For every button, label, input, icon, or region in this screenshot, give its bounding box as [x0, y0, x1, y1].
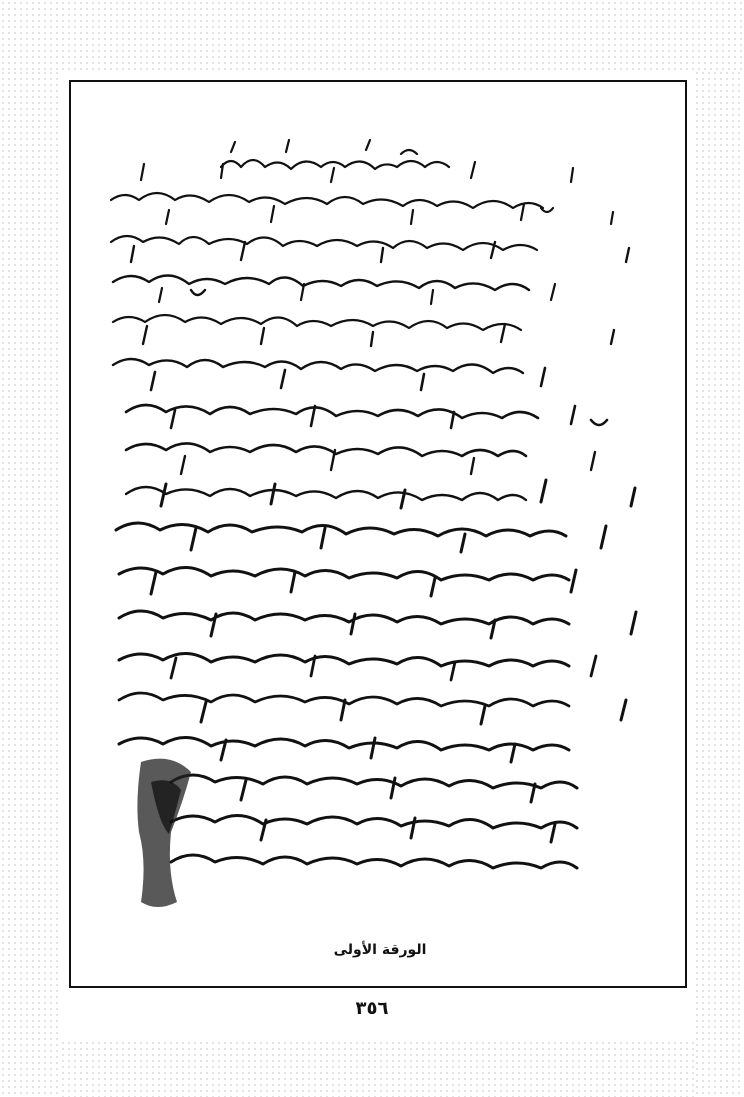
- manuscript-line-15: [119, 700, 626, 750]
- manuscript-line-16: [171, 738, 577, 788]
- manuscript-line-9: [126, 450, 595, 500]
- manuscript-line-4: [113, 242, 629, 295]
- scan-noise-left: [0, 70, 60, 1097]
- manuscript-line-1: [221, 140, 449, 169]
- manuscript-line-5: [113, 284, 555, 330]
- page-number: ٣٥٦: [355, 998, 389, 1019]
- folio-caption: الورقة الأولى: [333, 942, 427, 958]
- manuscript-line-7: [126, 368, 607, 425]
- manuscript-line-17: [171, 778, 577, 828]
- manuscript-line-6: [113, 324, 614, 373]
- manuscript-line-2: [111, 162, 573, 212]
- scan-noise-right: [694, 70, 744, 1097]
- manuscript-line-3: [111, 204, 613, 250]
- manuscript-line-18: [171, 818, 577, 868]
- manuscript-page-frame: [69, 80, 687, 988]
- handwritten-manuscript-image: [71, 82, 689, 990]
- scan-noise-bottom: [60, 1040, 694, 1097]
- ink-blot-damage: [137, 759, 191, 907]
- manuscript-line-10: [116, 480, 635, 536]
- scan-noise-top: [0, 0, 744, 70]
